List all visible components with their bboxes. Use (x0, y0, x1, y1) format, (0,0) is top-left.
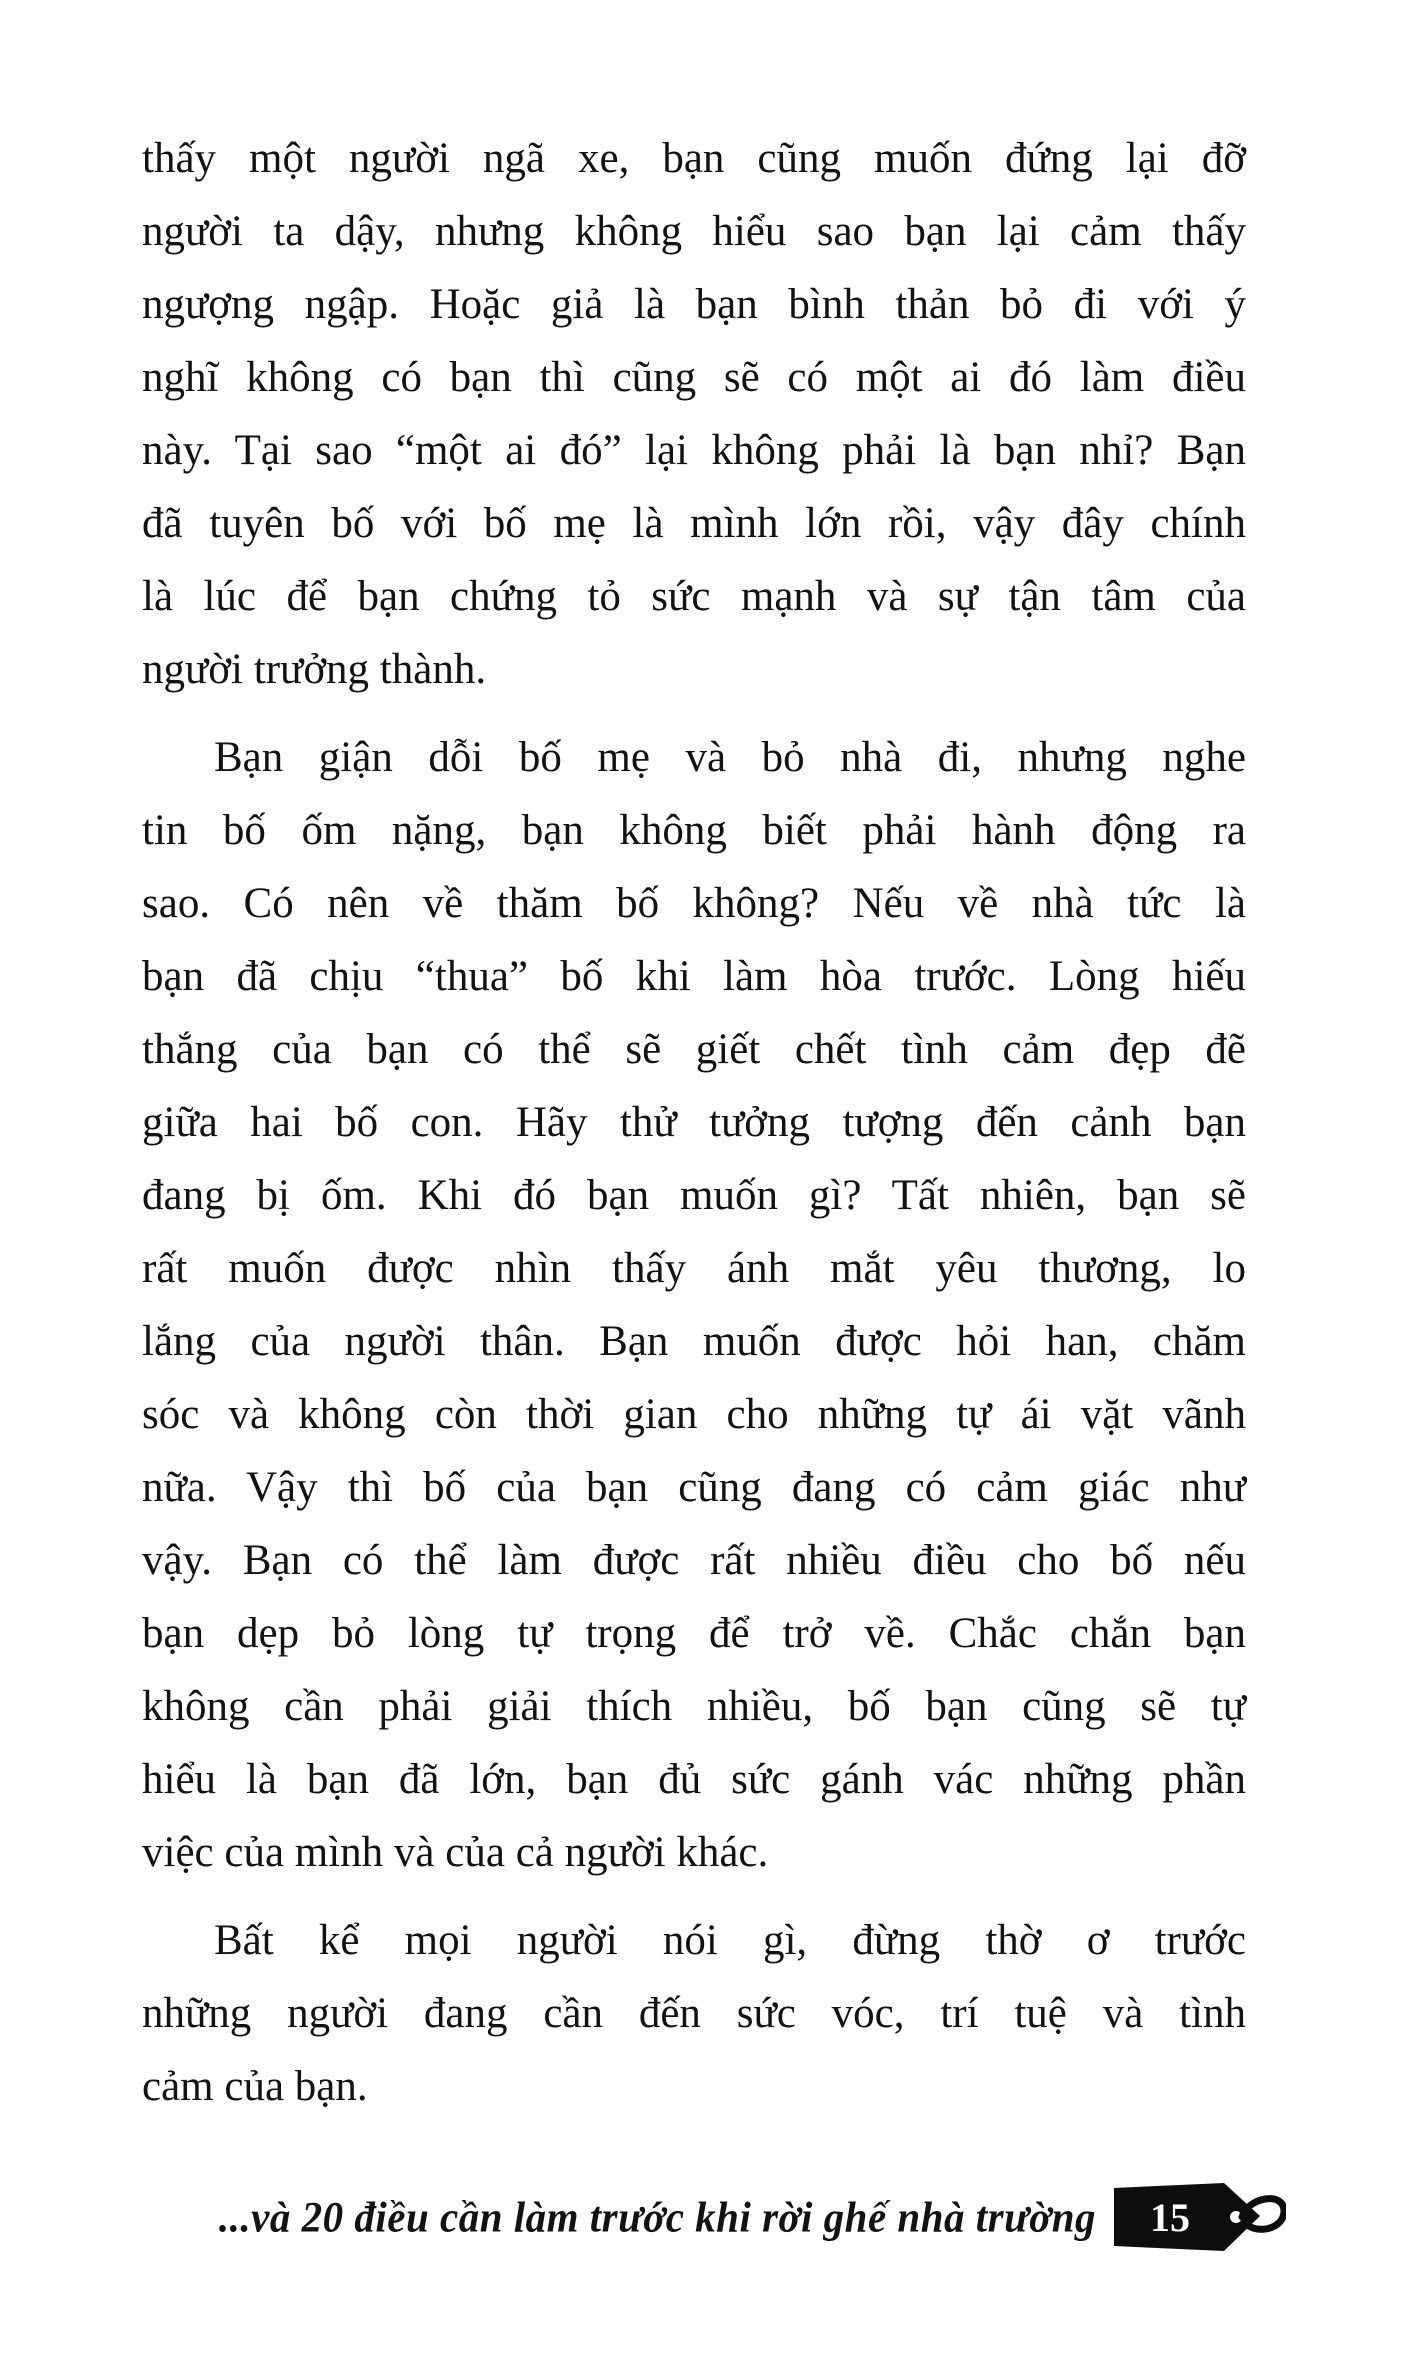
text-line: sao. Có nên về thăm bố không? Nếu về nhà tức là (142, 880, 1246, 927)
text-line: đã tuyên bố với bố mẹ là mình lớn rồi, vậy đây chính (142, 500, 1246, 547)
text-line: nghĩ không có bạn thì cũng sẽ có một ai đó làm điều (142, 354, 1246, 401)
text-line: ngượng ngập. Hoặc giả là bạn bình thản bỏ đi với ý (142, 281, 1246, 328)
text-line: đang bị ốm. Khi đó bạn muốn gì? Tất nhiên, bạn sẽ (142, 1172, 1246, 1219)
text-line: không cần phải giải thích nhiều, bố bạn cũng sẽ tự (142, 1683, 1246, 1730)
text-line: thấy một người ngã xe, bạn cũng muốn đứng lại đỡ (142, 135, 1246, 182)
body-text (142, 122, 1246, 2123)
text-line: rất muốn được nhìn thấy ánh mắt yêu thương, lo (142, 1245, 1246, 1292)
footer-book-title: ...và 20 điều cần làm trước khi rời ghế nhà trường (218, 2192, 1096, 2242)
text-line: vậy. Bạn có thể làm được rất nhiều điều cho bố nếu (142, 1537, 1246, 1584)
text-line: thắng của bạn có thể sẽ giết chết tình cảm đẹp đẽ (142, 1026, 1246, 1073)
text-line: bạn đã chịu “thua” bố khi làm hòa trước. Lòng hiếu (142, 953, 1246, 1000)
text-line: cảm của bạn. (142, 2063, 368, 2110)
text-line: bạn dẹp bỏ lòng tự trọng để trở về. Chắc chắn bạn (142, 1610, 1246, 1657)
text-line: người trưởng thành. (142, 646, 487, 693)
page-number-tag-icon (1114, 2183, 1286, 2251)
page-footer (219, 2182, 1286, 2252)
text-line: hiểu là bạn đã lớn, bạn đủ sức gánh vác những phần (142, 1756, 1246, 1803)
paragraph (142, 122, 1246, 706)
page-number: 15 (1150, 2195, 1190, 2240)
text-line: Bất kể mọi người nói gì, đừng thờ ơ trước (214, 1917, 1246, 1964)
text-line: nữa. Vậy thì bố của bạn cũng đang có cảm giác như (142, 1464, 1246, 1511)
text-line: người ta dậy, nhưng không hiểu sao bạn lại cảm thấy (142, 208, 1246, 255)
text-line: Bạn giận dỗi bố mẹ và bỏ nhà đi, nhưng nghe (214, 734, 1246, 781)
text-line: tin bố ốm nặng, bạn không biết phải hành động ra (142, 807, 1246, 854)
paragraph (142, 721, 1246, 1889)
text-line: lắng của người thân. Bạn muốn được hỏi han, chăm (142, 1318, 1246, 1365)
text-line: giữa hai bố con. Hãy thử tưởng tượng đến cảnh bạn (142, 1099, 1246, 1146)
text-line: sóc và không còn thời gian cho những tự ái vặt vãnh (142, 1391, 1246, 1438)
text-line: việc của mình và của cả người khác. (142, 1829, 769, 1876)
text-line: những người đang cần đến sức vóc, trí tuệ và tình (142, 1990, 1246, 2037)
text-line: là lúc để bạn chứng tỏ sức mạnh và sự tận tâm của (142, 573, 1246, 620)
paragraph (142, 1904, 1246, 2123)
text-line: này. Tại sao “một ai đó” lại không phải là bạn nhỉ? Bạn (142, 427, 1246, 474)
